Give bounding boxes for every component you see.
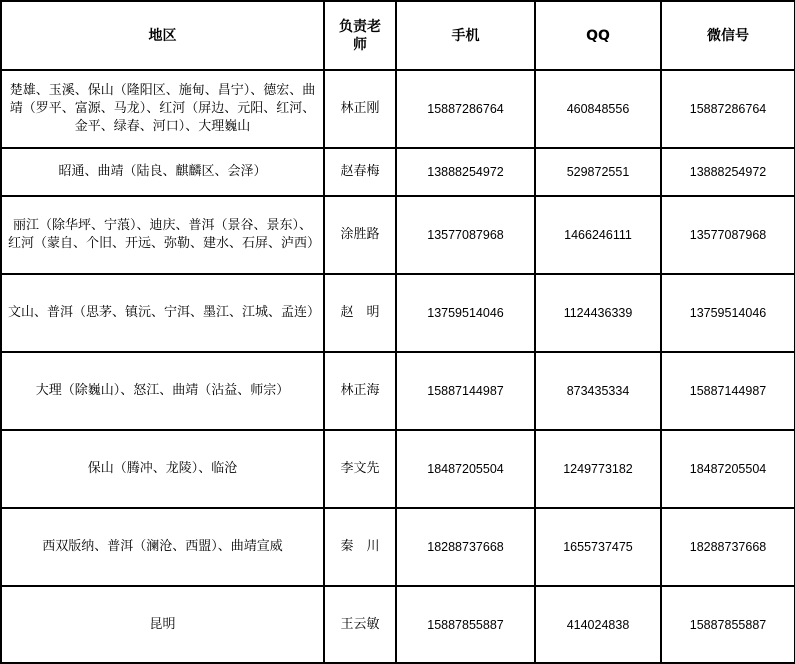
wechat-cell: 15887286764	[661, 70, 795, 148]
phone-cell: 13888254972	[396, 148, 535, 196]
teacher-cell: 秦 川	[324, 508, 396, 586]
region-cell: 西双版纳、普洱（澜沧、西盟）、曲靖宣威	[1, 508, 324, 586]
teacher-cell: 林正刚	[324, 70, 396, 148]
qq-cell: 1466246111	[535, 196, 661, 274]
qq-cell: 460848556	[535, 70, 661, 148]
wechat-cell: 18288737668	[661, 508, 795, 586]
header-wechat: 微信号	[661, 1, 795, 70]
table-row	[1, 196, 795, 274]
phone-cell: 15887144987	[396, 352, 535, 430]
table-row	[1, 508, 795, 586]
region-cell: 昭通、曲靖（陆良、麒麟区、会泽）	[1, 148, 324, 196]
table-row	[1, 70, 795, 148]
teacher-cell: 赵 明	[324, 274, 396, 352]
header-region: 地区	[1, 1, 324, 70]
wechat-cell: 13759514046	[661, 274, 795, 352]
region-cell: 保山（腾冲、龙陵）、临沧	[1, 430, 324, 508]
region-cell: 文山、普洱（思茅、镇沅、宁洱、墨江、江城、孟连）	[1, 274, 324, 352]
qq-cell: 1124436339	[535, 274, 661, 352]
header-row	[1, 1, 795, 70]
qq-cell: 1655737475	[535, 508, 661, 586]
teacher-cell: 林正海	[324, 352, 396, 430]
table-row	[1, 586, 795, 663]
header-teacher: 负责老师	[324, 1, 396, 70]
header-phone: 手机	[396, 1, 535, 70]
wechat-cell: 13888254972	[661, 148, 795, 196]
table-body	[1, 70, 795, 663]
region-cell: 楚雄、玉溪、保山（隆阳区、施甸、昌宁）、德宏、曲靖（罗平、富源、马龙）、红河（屏边、元阳、红河、金平、绿春、河口）、大理巍山	[1, 70, 324, 148]
region-cell: 丽江（除华坪、宁蒗）、迪庆、普洱（景谷、景东）、红河（蒙自、个旧、开远、弥勒、建水、石屏、泸西）	[1, 196, 324, 274]
region-cell: 昆明	[1, 586, 324, 663]
region-cell: 大理（除巍山）、怒江、曲靖（沾益、师宗）	[1, 352, 324, 430]
wechat-cell: 15887144987	[661, 352, 795, 430]
phone-cell: 15887286764	[396, 70, 535, 148]
teacher-cell: 涂胜路	[324, 196, 396, 274]
table-row	[1, 352, 795, 430]
table-row	[1, 430, 795, 508]
wechat-cell: 13577087968	[661, 196, 795, 274]
teacher-cell: 王云敏	[324, 586, 396, 663]
qq-cell: 873435334	[535, 352, 661, 430]
qq-cell: 1249773182	[535, 430, 661, 508]
phone-cell: 13577087968	[396, 196, 535, 274]
wechat-cell: 15887855887	[661, 586, 795, 663]
phone-cell: 18487205504	[396, 430, 535, 508]
teacher-cell: 李文先	[324, 430, 396, 508]
phone-cell: 15887855887	[396, 586, 535, 663]
qq-cell: 414024838	[535, 586, 661, 663]
phone-cell: 13759514046	[396, 274, 535, 352]
teacher-cell: 赵春梅	[324, 148, 396, 196]
phone-cell: 18288737668	[396, 508, 535, 586]
qq-cell: 529872551	[535, 148, 661, 196]
header-qq: QQ	[535, 1, 661, 70]
table-row	[1, 148, 795, 196]
wechat-cell: 18487205504	[661, 430, 795, 508]
table-row	[1, 274, 795, 352]
